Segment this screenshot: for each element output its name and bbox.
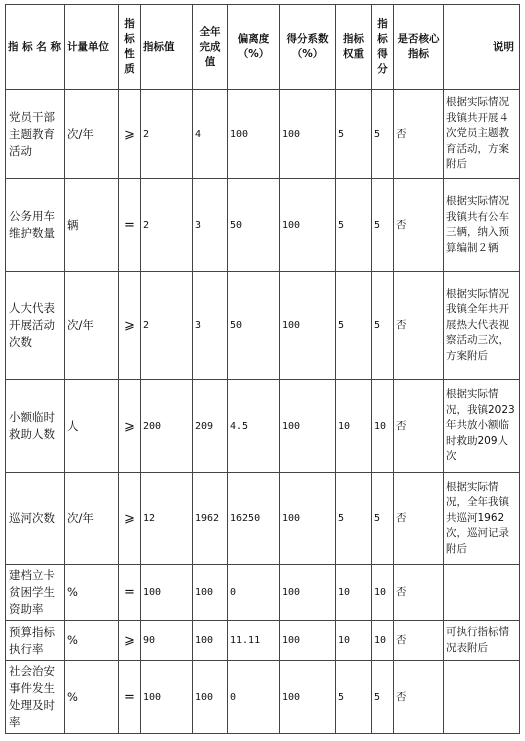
score-cell: 5 xyxy=(372,473,394,565)
weight-cell: 5 xyxy=(336,179,372,272)
nature-cell: ⩾ xyxy=(119,272,141,380)
actual-cell: 100 xyxy=(193,661,228,734)
score-cell: 10 xyxy=(372,380,394,473)
score-cell: 5 xyxy=(372,272,394,380)
indicator-name: 巡河次数 xyxy=(6,473,65,565)
table-row xyxy=(6,621,520,661)
core-cell: 否 xyxy=(394,272,444,380)
weight-cell: 5 xyxy=(336,473,372,565)
score-coef-cell: 100 xyxy=(280,179,336,272)
score-cell: 5 xyxy=(372,179,394,272)
target-cell: 100 xyxy=(141,565,193,621)
desc-cell xyxy=(444,565,520,621)
indicator-name: 预算指标执行率 xyxy=(6,621,65,661)
desc-cell: 根据实际情况，全年我镇共巡河1962次，巡河记录附后 xyxy=(444,473,520,565)
deviation-cell: 16250 xyxy=(228,473,280,565)
score-cell: 10 xyxy=(372,565,394,621)
nature-cell: ⩾ xyxy=(119,621,141,661)
nature-cell: = xyxy=(119,565,141,621)
deviation-cell: 50 xyxy=(228,272,280,380)
unit-cell: % xyxy=(65,621,119,661)
core-cell: 否 xyxy=(394,621,444,661)
target-cell: 12 xyxy=(141,473,193,565)
table-row xyxy=(6,90,520,179)
weight-cell: 5 xyxy=(336,272,372,380)
deviation-cell: 4.5 xyxy=(228,380,280,473)
core-cell: 否 xyxy=(394,473,444,565)
deviation-cell: 11.11 xyxy=(228,621,280,661)
header-score: 指标得分 xyxy=(372,5,394,90)
score-coef-cell: 100 xyxy=(280,380,336,473)
desc-cell: 根据实际情况我镇共开展４次党员主题教育活动，方案附后 xyxy=(444,90,520,179)
header-nature: 指标性质 xyxy=(119,5,141,90)
unit-cell: 辆 xyxy=(65,179,119,272)
header-weight: 指标权重 xyxy=(336,5,372,90)
desc-cell: 根据实际情况我镇共有公车三辆，纳入预算编制２辆 xyxy=(444,179,520,272)
unit-cell: 次/年 xyxy=(65,90,119,179)
header-desc: 说明 xyxy=(444,5,520,90)
deviation-cell: 0 xyxy=(228,565,280,621)
desc-cell xyxy=(444,661,520,734)
actual-cell: 4 xyxy=(193,90,228,179)
indicator-name: 公务用车维护数量 xyxy=(6,179,65,272)
header-name: 指 标 名 称 xyxy=(6,5,65,90)
actual-cell: 100 xyxy=(193,621,228,661)
core-cell: 否 xyxy=(394,380,444,473)
table-row xyxy=(6,380,520,473)
desc-cell: 根据实际情况我镇全年共开展热大代表视察活动三次，方案附后 xyxy=(444,272,520,380)
target-cell: 2 xyxy=(141,179,193,272)
score-cell: 10 xyxy=(372,621,394,661)
nature-cell: ⩾ xyxy=(119,90,141,179)
score-coef-cell: 100 xyxy=(280,565,336,621)
unit-cell: 次/年 xyxy=(65,272,119,380)
indicator-name: 党员干部主题教育活动 xyxy=(6,90,65,179)
score-coef-cell: 100 xyxy=(280,621,336,661)
table-row xyxy=(6,473,520,565)
weight-cell: 5 xyxy=(336,661,372,734)
actual-cell: 3 xyxy=(193,179,228,272)
score-coef-cell: 100 xyxy=(280,661,336,734)
deviation-cell: 100 xyxy=(228,90,280,179)
nature-cell: ⩾ xyxy=(119,380,141,473)
weight-cell: 5 xyxy=(336,90,372,179)
score-coef-cell: 100 xyxy=(280,272,336,380)
header-row xyxy=(6,5,520,90)
nature-cell: = xyxy=(119,661,141,734)
weight-cell: 10 xyxy=(336,380,372,473)
desc-cell: 可执行指标情况表附后 xyxy=(444,621,520,661)
header-unit: 计量单位 xyxy=(65,5,119,90)
table-row xyxy=(6,661,520,734)
table-row xyxy=(6,565,520,621)
unit-cell: % xyxy=(65,661,119,734)
core-cell: 否 xyxy=(394,661,444,734)
actual-cell: 1962 xyxy=(193,473,228,565)
unit-cell: 人 xyxy=(65,380,119,473)
header-target: 指标值 xyxy=(141,5,193,90)
score-coef-cell: 100 xyxy=(280,90,336,179)
nature-cell: ⩾ xyxy=(119,473,141,565)
actual-cell: 3 xyxy=(193,272,228,380)
weight-cell: 10 xyxy=(336,621,372,661)
target-cell: 90 xyxy=(141,621,193,661)
table-row xyxy=(6,272,520,380)
header-actual: 全年完成值 xyxy=(193,5,228,90)
unit-cell: % xyxy=(65,565,119,621)
header-deviation: 偏离度（%） xyxy=(228,5,280,90)
actual-cell: 209 xyxy=(193,380,228,473)
score-coef-cell: 100 xyxy=(280,473,336,565)
table-row xyxy=(6,179,520,272)
deviation-cell: 50 xyxy=(228,179,280,272)
indicator-name: 社会治安事件发生处理及时率 xyxy=(6,661,65,734)
score-cell: 5 xyxy=(372,90,394,179)
header-score-coef: 得分系数（%） xyxy=(280,5,336,90)
target-cell: 100 xyxy=(141,661,193,734)
desc-cell: 根据实际情况，我镇2023年共放小额临时救助209人次 xyxy=(444,380,520,473)
target-cell: 200 xyxy=(141,380,193,473)
score-cell: 5 xyxy=(372,661,394,734)
target-cell: 2 xyxy=(141,272,193,380)
core-cell: 否 xyxy=(394,565,444,621)
nature-cell: = xyxy=(119,179,141,272)
actual-cell: 100 xyxy=(193,565,228,621)
performance-indicator-table xyxy=(5,4,520,734)
indicator-name: 小额临时救助人数 xyxy=(6,380,65,473)
unit-cell: 次/年 xyxy=(65,473,119,565)
indicator-name: 建档立卡贫困学生资助率 xyxy=(6,565,65,621)
target-cell: 2 xyxy=(141,90,193,179)
deviation-cell: 0 xyxy=(228,661,280,734)
weight-cell: 10 xyxy=(336,565,372,621)
core-cell: 否 xyxy=(394,90,444,179)
header-core: 是否核心指标 xyxy=(394,5,444,90)
core-cell: 否 xyxy=(394,179,444,272)
indicator-name: 人大代表开展活动次数 xyxy=(6,272,65,380)
